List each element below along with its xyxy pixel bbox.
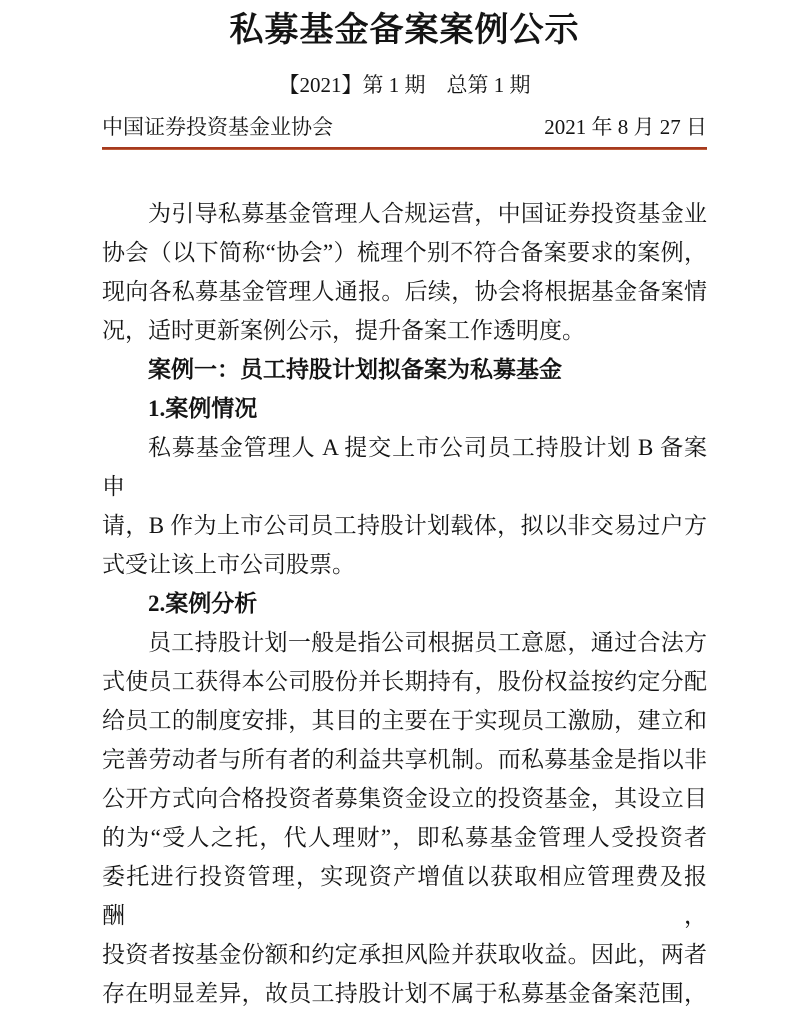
issue-number: 【2021】第 1 期 总第 1 期 [278, 73, 531, 97]
document-title: 私募基金备案案例公示 [229, 11, 580, 49]
paragraph-line: 投资者按基金份额和约定承担风险并获取收益。因此，两者 [102, 942, 707, 967]
paragraph-line: 私募基金管理人 A 提交上市公司员工持股计划 B 备案申 [102, 435, 707, 499]
paragraph-line: 式受让该上市公司股票。 [102, 552, 355, 577]
document-content [102, 0, 707, 1013]
paragraph-line: 协会（以下简称“协会”）梳理个别不符合备案要求的案例， [102, 240, 707, 265]
section-heading: 2.案例分析 [148, 591, 258, 616]
paragraph-line: 式使员工获得本公司股份并长期持有，股份权益按约定分配 [102, 669, 707, 694]
byline-row [102, 114, 707, 141]
paragraph-line: 员工持股计划一般是指公司根据员工意愿，通过合法方 [148, 630, 707, 655]
section-heading: 1.案例情况 [148, 396, 258, 421]
paragraph-line: 完善劳动者与所有者的利益共享机制。而私募基金是指以非 [102, 747, 707, 772]
document-body [102, 194, 707, 1013]
paragraph-line: 存在明显差异，故员工持股计划不属于私募基金备案范围， [102, 981, 707, 1006]
paragraph-line: 公开方式向合格投资者募集资金设立的投资基金，其设立目 [102, 786, 707, 811]
paragraph-line: 请，B 作为上市公司员工持股计划载体，拟以非交易过户方 [102, 513, 707, 538]
paragraph-line: 现向各私募基金管理人通报。后续，协会将根据基金备案情 [102, 279, 707, 304]
paragraph-line: 的为“受人之托，代人理财”，即私募基金管理人受投资者 [102, 825, 707, 850]
paragraph-line: 给员工的制度安排，其目的主要在于实现员工激励，建立和 [102, 708, 707, 733]
paragraph-line: 为引导私募基金管理人合规运营，中国证券投资基金业 [148, 201, 707, 226]
publication-date: 2021 年 8 月 27 日 [544, 115, 707, 139]
section-heading: 案例一：员工持股计划拟备案为私募基金 [148, 357, 562, 382]
header-divider [102, 147, 707, 150]
paragraph-line: 委托进行投资管理，实现资产增值以获取相应管理费及报酬， [102, 864, 707, 928]
organization-name: 中国证券投资基金业协会 [102, 115, 333, 139]
paragraph-line: 况，适时更新案例公示，提升备案工作透明度。 [102, 318, 585, 343]
